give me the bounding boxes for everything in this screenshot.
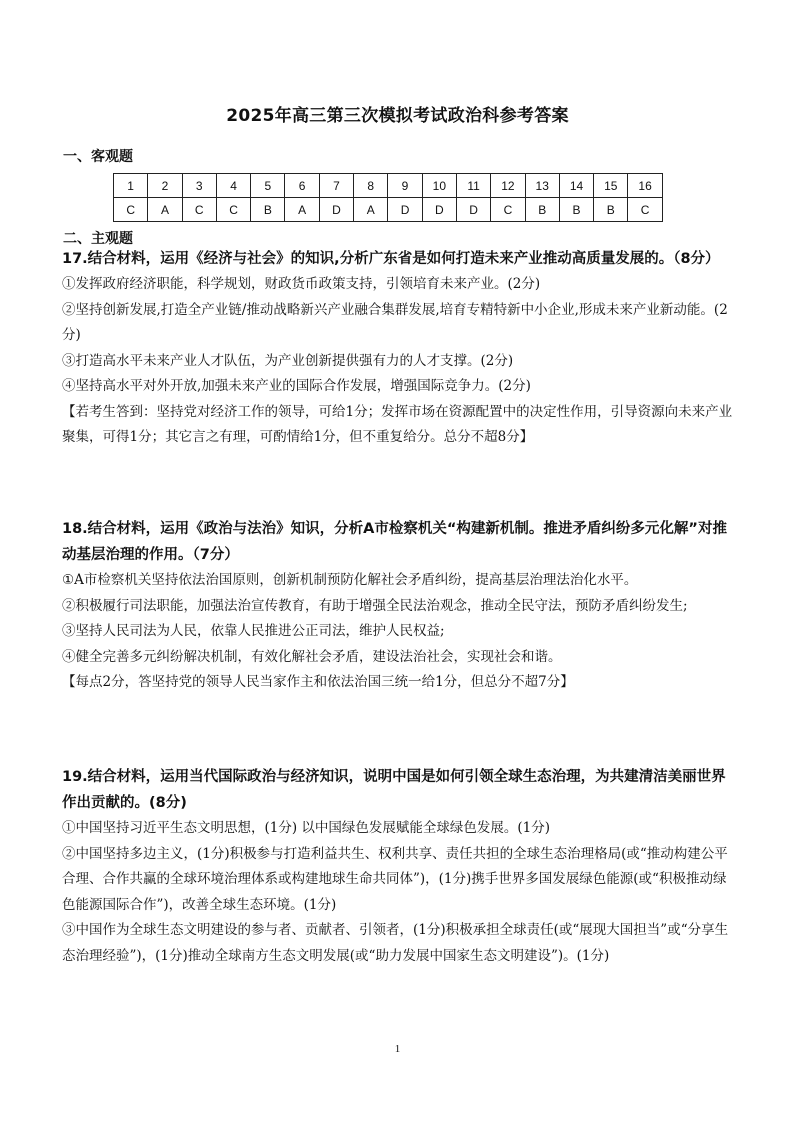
question-17-point: ①发挥政府经济职能，科学规划，财政货币政策支持，引领培育未来产业。(2分) (62, 276, 541, 292)
answer-table-answer-row (114, 198, 663, 222)
question-number-cell: 9 (388, 174, 422, 198)
question-19 (62, 764, 734, 969)
answer-table (113, 173, 663, 222)
question-number-cell: 4 (216, 174, 250, 198)
answer-cell: A (285, 198, 319, 222)
answer-cell: B (559, 198, 593, 222)
section-objective-heading: 一、客观题 (63, 149, 133, 165)
question-number-cell: 11 (456, 174, 490, 198)
question-18-title: 18.结合材料，运用《政治与法治》知识，分析A市检察机关“构建新机制。推进矛盾纠纷多元化解”对推动基层治理的作用。（7分） (62, 521, 727, 563)
question-18 (62, 516, 734, 696)
question-number-cell: 3 (182, 174, 216, 198)
question-17-scoring-note: 【若考生答到：坚持党对经济工作的领导，可给1分；发挥市场在资源配置中的决定性作用，引导资源向未来产业聚集，可得1分；其它言之有理，可酌情给1分，但不重复给分。总分不超8分】 (62, 403, 733, 445)
question-number-cell: 12 (491, 174, 525, 198)
answer-cell: B (525, 198, 559, 222)
answer-cell: A (354, 198, 388, 222)
answer-cell: D (388, 198, 422, 222)
page-title: 2025年高三第三次模拟考试政治科参考答案 (226, 106, 569, 126)
page-number: 1 (394, 1043, 401, 1055)
answer-cell: B (251, 198, 285, 222)
question-number-cell: 7 (319, 174, 353, 198)
question-17-title: 17.结合材料，运用《经济与社会》的知识,分析广东省是如何打造未来产业推动高质量发展的。（8分） (62, 251, 720, 267)
question-number-cell: 14 (559, 174, 593, 198)
question-number-cell: 13 (525, 174, 559, 198)
answer-cell: D (319, 198, 353, 222)
question-18-point: ③坚持人民司法为人民，依靠人民推进公正司法，维护人民权益; (62, 623, 445, 639)
question-number-cell: 16 (628, 174, 662, 198)
question-number-cell: 1 (114, 174, 148, 198)
answer-table-number-row (114, 174, 663, 198)
question-19-point: ①中国坚持习近平生态文明思想，(1分) 以中国绿色发展赋能全球绿色发展。(1分) (62, 820, 551, 836)
answer-cell: D (422, 198, 456, 222)
question-number-cell: 6 (285, 174, 319, 198)
question-19-point: ②中国坚持多边主义，(1分)积极参与打造利益共生、权利共享、责任共担的全球生态治理格局(或“推动构建公平合理、合作共赢的全球环境治理体系或构建地球生命共同体”)，(1分)携手世界多国发展绿色能源(或“积极推动绿色能源国际合作”)，改善全球生态环境。(1分) (62, 845, 728, 913)
question-18-point: ②积极履行司法职能，加强法治宣传教育，有助于增强全民法治观念，推动全民守法，预防矛盾纠纷发生; (62, 597, 688, 614)
answer-cell: B (594, 198, 628, 222)
question-17-point: ②坚持创新发展,打造全产业链/推动战略新兴产业融合集群发展,培育专精特新中小企业,形成未来产业新动能。(2分) (62, 301, 728, 343)
question-18-point: ④健全完善多元纠纷解决机制，有效化解社会矛盾，建设法治社会，实现社会和谐。 (62, 648, 562, 665)
answer-cell: D (456, 198, 490, 222)
question-17 (62, 246, 734, 451)
question-19-title: 19.结合材料，运用当代国际政治与经济知识，说明中国是如何引领全球生态治理，为共建清洁美丽世界作出贡献的。(8分) (62, 769, 726, 811)
question-18-scoring-note: 【每点2分，答坚持党的领导人民当家作主和依法治国三统一给1分，但总分不超7分】 (62, 674, 574, 690)
answer-cell: C (114, 198, 148, 222)
question-number-cell: 2 (148, 174, 182, 198)
question-17-point: ④坚持高水平对外开放,加强未来产业的国际合作发展，增强国际竞争力。(2分) (62, 378, 531, 394)
question-number-cell: 5 (251, 174, 285, 198)
answer-cell: C (491, 198, 525, 222)
question-number-cell: 15 (594, 174, 628, 198)
answer-cell: C (182, 198, 216, 222)
question-number-cell: 8 (354, 174, 388, 198)
answer-cell: C (216, 198, 250, 222)
question-number-cell: 10 (422, 174, 456, 198)
question-17-point: ③打造高水平未来产业人才队伍，为产业创新提供强有力的人才支撑。(2分) (62, 352, 514, 369)
answer-cell: C (628, 198, 662, 222)
question-19-point: ③中国作为全球生态文明建设的参与者、贡献者、引领者，(1分)积极承担全球责任(或“展现大国担当”或“分享生态治理经验”)，(1分)推动全球南方生态文明发展(或“助力发展中国家生态文明建设”)。(1分) (62, 922, 729, 964)
section-subjective-heading: 二、主观题 (63, 231, 133, 247)
question-18-point: ①A市检察机关坚持依法治国原则，创新机制预防化解社会矛盾纠纷，提高基层治理法治化水平。 (62, 572, 638, 588)
answer-cell: A (148, 198, 182, 222)
